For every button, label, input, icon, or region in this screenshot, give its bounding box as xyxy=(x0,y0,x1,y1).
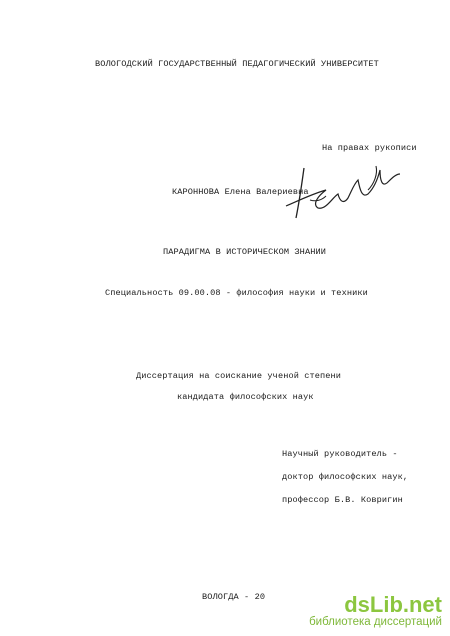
university-name: ВОЛОГОДСКИЙ ГОСУДАРСТВЕННЫЙ ПЕДАГОГИЧЕСКИЙ УНИВЕРСИТЕТ xyxy=(95,59,379,69)
supervisor-line-3: профессор Б.В. Ковригин xyxy=(282,495,403,505)
city-year: ВОЛОГДА - 20 xyxy=(202,592,266,602)
supervisor-line-1: Научный руководитель - xyxy=(282,449,398,459)
degree-line-2: кандидата философских наук xyxy=(177,392,314,402)
specialty-line: Специальность 09.00.08 - философия науки и техники xyxy=(105,288,368,298)
dissertation-title: ПАРАДИГМА В ИСТОРИЧЕСКОМ ЗНАНИИ xyxy=(163,247,326,257)
dslib-watermark xyxy=(282,594,448,632)
rights-note: На правах рукописи xyxy=(322,143,417,153)
supervisor-line-2: доктор философских наук, xyxy=(282,472,409,482)
watermark-subtitle: библиотека диссертаций xyxy=(309,616,442,628)
watermark-logo: dsLib.net xyxy=(344,592,442,617)
handwritten-signature xyxy=(282,160,402,222)
author-name: КАРОННОВА Елена Валериевна xyxy=(172,187,309,197)
degree-line-1: Диссертация на соискание ученой степени xyxy=(136,371,342,381)
